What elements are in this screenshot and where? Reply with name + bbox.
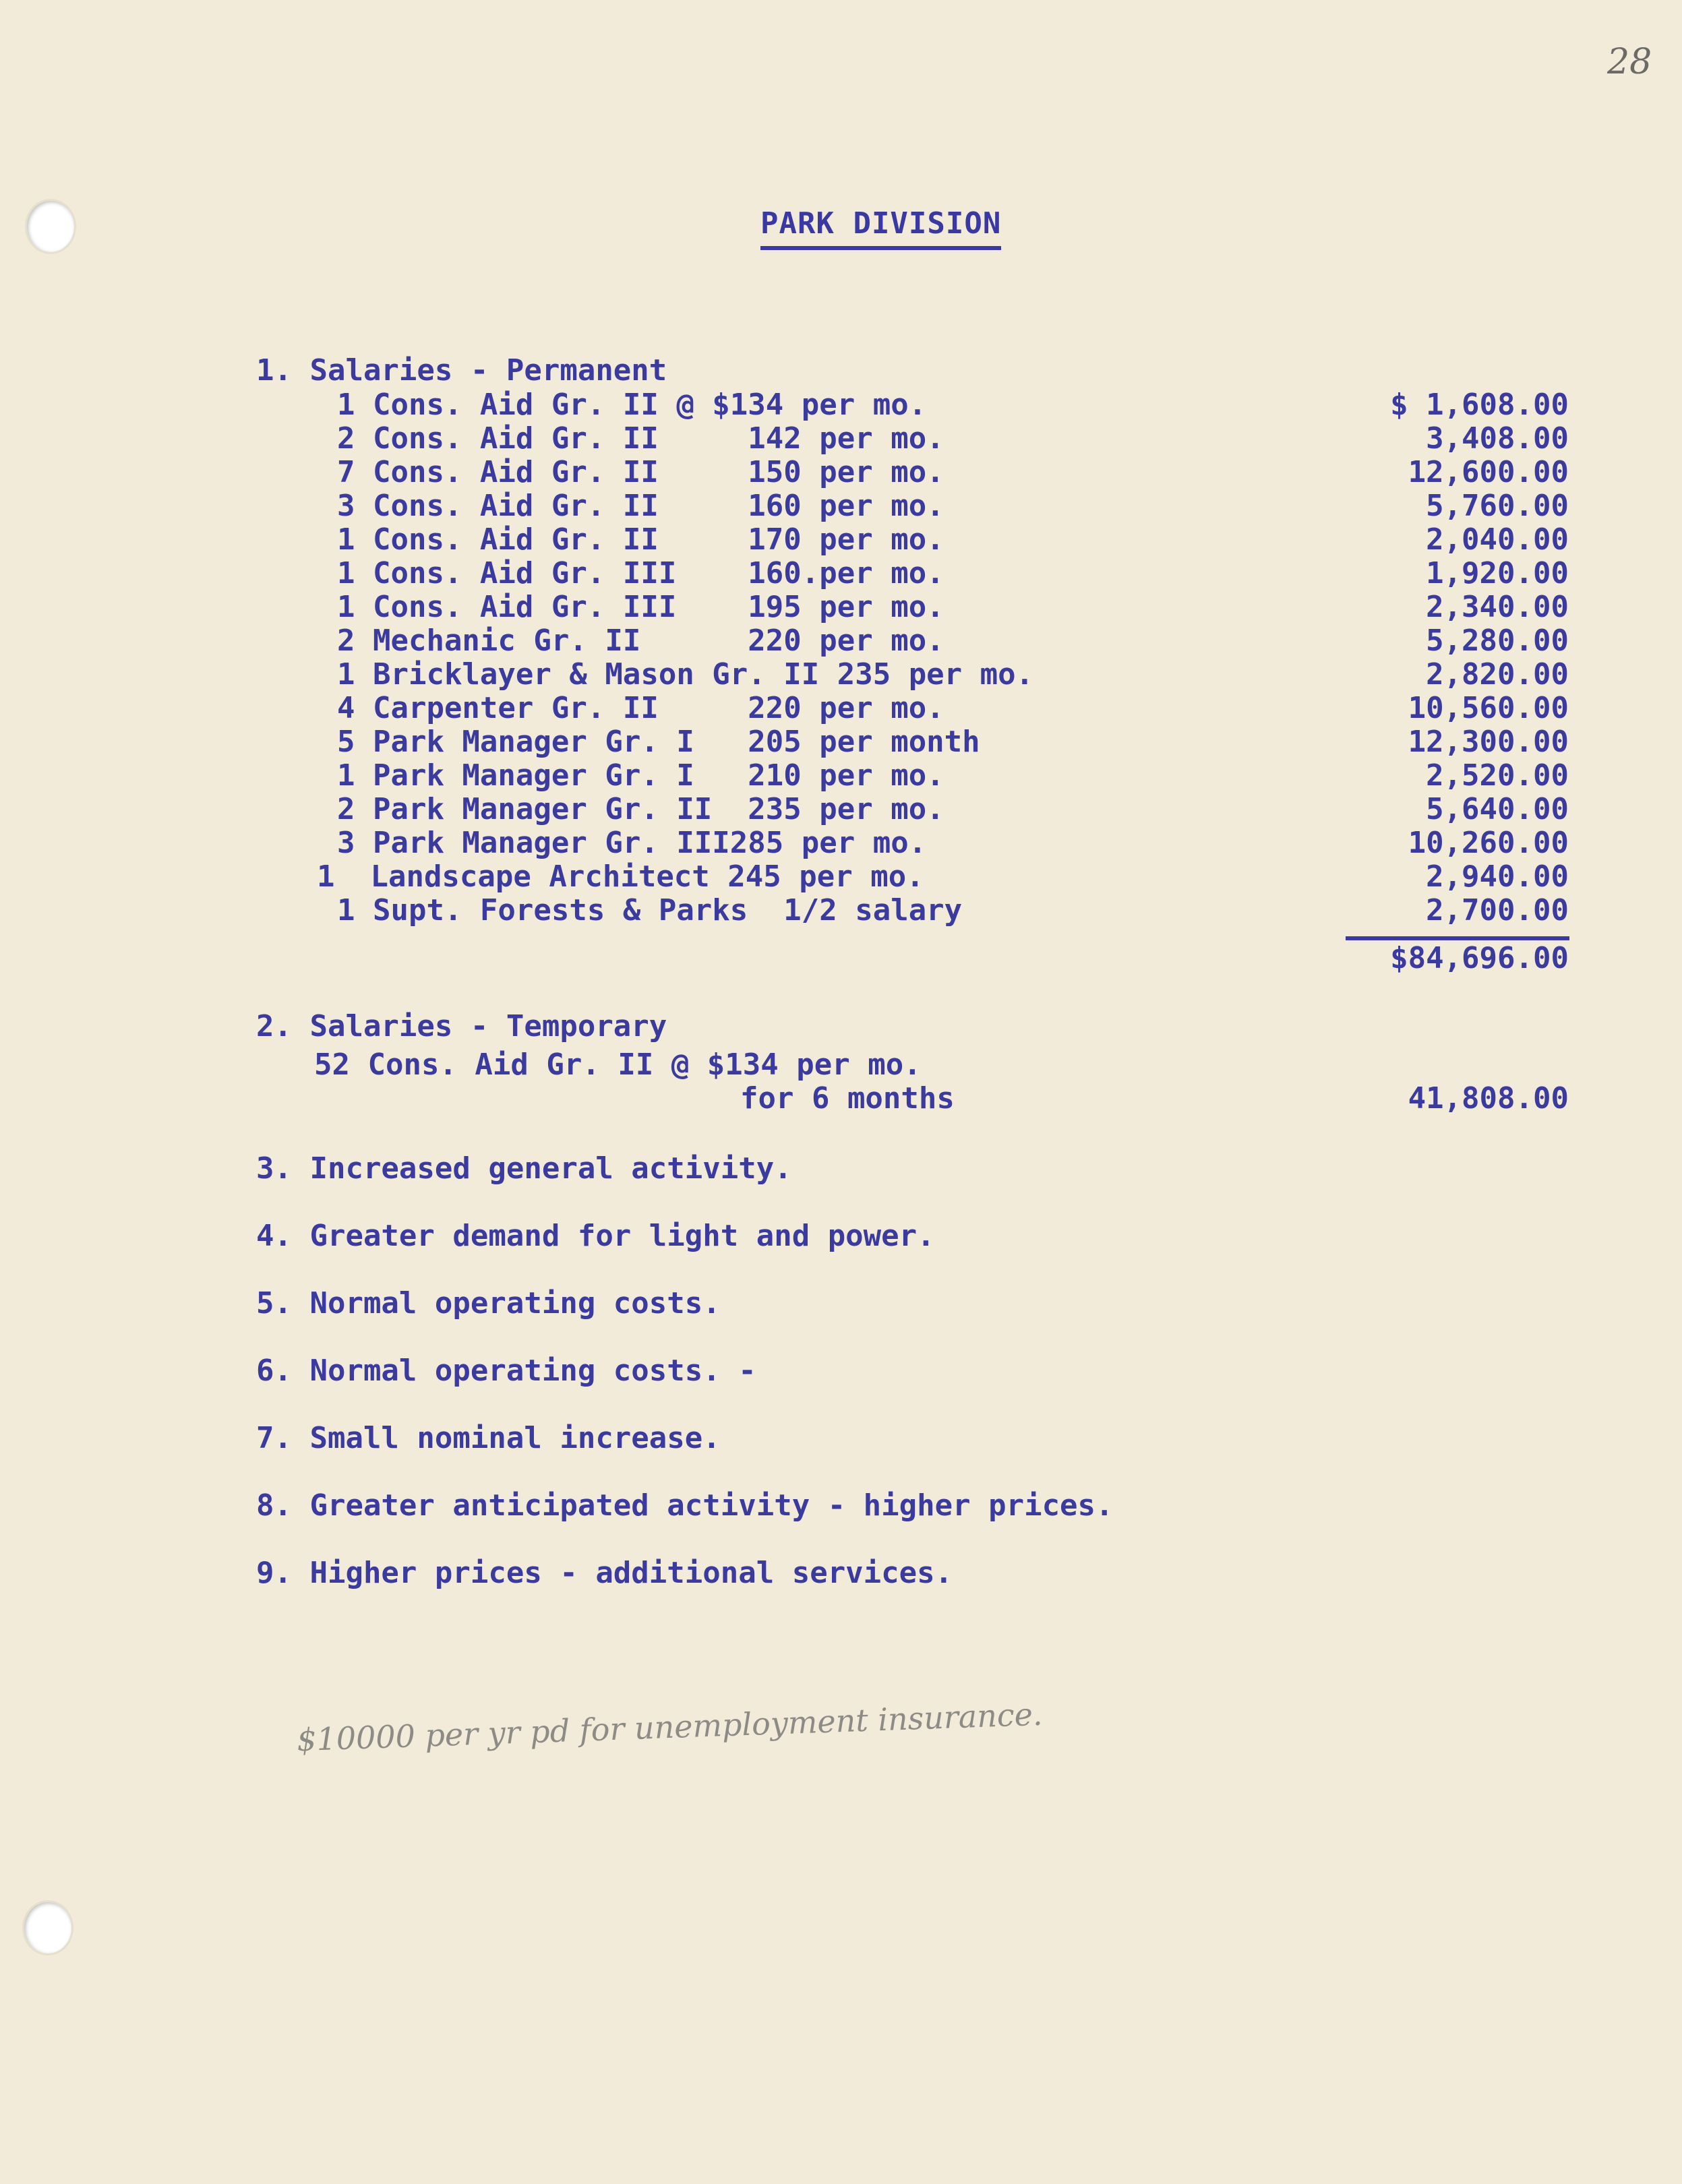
note-item: 6. Normal operating costs. - (256, 1354, 756, 1388)
note-item: 8. Greater anticipated activity - higher prices. (256, 1488, 1114, 1523)
punch-hole-bottom (24, 1902, 71, 1953)
salary-row-amount: 5,760.00 (1426, 489, 1569, 523)
salary-row-amount: 12,300.00 (1408, 725, 1569, 759)
salary-row-desc: 1 Park Manager Gr. I 210 per mo. (337, 758, 944, 793)
salary-row-amount: $ 1,608.00 (1390, 388, 1569, 422)
temporary-salary-duration: for 6 months (740, 1081, 955, 1116)
salary-row-desc: 1 Landscape Architect 245 per mo. (317, 859, 924, 894)
handwritten-note: $10000 per yr pd for unemployment insurance. (296, 1695, 1044, 1759)
page-title: PARK DIVISION (760, 206, 1001, 250)
salary-row-amount: 1,920.00 (1426, 556, 1569, 590)
salary-row-amount: 12,600.00 (1408, 455, 1569, 489)
salary-row-amount: 2,520.00 (1426, 758, 1569, 793)
salary-row-amount: 2,340.00 (1426, 590, 1569, 624)
page-number: 28 (1607, 42, 1652, 82)
salary-row-desc: 1 Cons. Aid Gr. III 195 per mo. (337, 590, 944, 624)
section-heading-temporary: 2. Salaries - Temporary (256, 1009, 667, 1043)
salary-row-amount: 10,560.00 (1408, 691, 1569, 725)
salary-row-desc: 1 Bricklayer & Mason Gr. II 235 per mo. (337, 657, 1034, 692)
salary-row-amount: 5,640.00 (1426, 792, 1569, 826)
salary-row-desc: 1 Cons. Aid Gr. III 160.per mo. (337, 556, 944, 590)
permanent-salaries-total: $84,696.00 (1390, 941, 1569, 975)
salary-row-desc: 3 Park Manager Gr. III285 per mo. (337, 826, 927, 860)
salary-row-desc: 2 Cons. Aid Gr. II 142 per mo. (337, 421, 944, 456)
punch-hole-top (27, 201, 74, 252)
temporary-salary-desc: 52 Cons. Aid Gr. II @ $134 per mo. (314, 1048, 922, 1082)
salary-row-desc: 2 Mechanic Gr. II 220 per mo. (337, 624, 944, 658)
total-rule (1346, 936, 1569, 940)
note-item: 9. Higher prices - additional services. (256, 1556, 953, 1590)
salary-row-amount: 2,820.00 (1426, 657, 1569, 692)
salary-row-amount: 5,280.00 (1426, 624, 1569, 658)
salary-row-amount: 2,700.00 (1426, 893, 1569, 928)
salary-row-amount: 10,260.00 (1408, 826, 1569, 860)
note-item: 7. Small nominal increase. (256, 1421, 721, 1455)
note-item: 3. Increased general activity. (256, 1151, 792, 1186)
section-heading-permanent: 1. Salaries - Permanent (256, 353, 667, 388)
note-item: 4. Greater demand for light and power. (256, 1219, 935, 1253)
salary-row-desc: 7 Cons. Aid Gr. II 150 per mo. (337, 455, 944, 489)
salary-row-amount: 2,040.00 (1426, 522, 1569, 557)
salary-row-desc: 1 Supt. Forests & Parks 1/2 salary (337, 893, 963, 928)
salary-row-desc: 3 Cons. Aid Gr. II 160 per mo. (337, 489, 944, 523)
temporary-salary-amount: 41,808.00 (1408, 1081, 1569, 1116)
salary-row-amount: 3,408.00 (1426, 421, 1569, 456)
salary-row-desc: 1 Cons. Aid Gr. II 170 per mo. (337, 522, 944, 557)
note-item: 5. Normal operating costs. (256, 1286, 721, 1321)
salary-row-desc: 5 Park Manager Gr. I 205 per month (337, 725, 980, 759)
salary-row-amount: 2,940.00 (1426, 859, 1569, 894)
salary-row-desc: 4 Carpenter Gr. II 220 per mo. (337, 691, 944, 725)
salary-row-desc: 1 Cons. Aid Gr. II @ $134 per mo. (337, 388, 927, 422)
salary-row-desc: 2 Park Manager Gr. II 235 per mo. (337, 792, 944, 826)
